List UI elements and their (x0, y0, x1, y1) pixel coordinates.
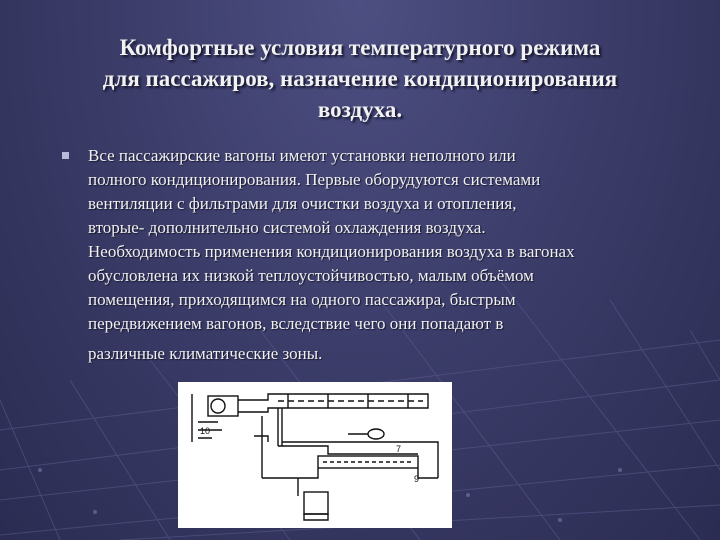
schematic-label: 9 (414, 474, 420, 484)
air-conditioning-schematic (178, 382, 452, 528)
paragraph-line: помещения, приходящимся на одного пассажира, быстрым (88, 290, 516, 309)
slide-title-line: для пассажиров, назначение кондиционирования (102, 66, 618, 91)
slide-title (20, 32, 700, 125)
paragraph-line: передвижением вагонов, вследствие чего они попадают в (88, 314, 504, 333)
bullet-paragraph (88, 144, 688, 366)
paragraph-line: Необходимость применения кондиционирования воздуха в вагонах (88, 242, 575, 261)
paragraph-line: обусловлена их низкой теплоустойчивостью, малым объёмом (88, 266, 534, 285)
paragraph-line: вентиляции с фильтрами для очистки воздуха и отопления, (88, 194, 517, 213)
bullet-square-icon (62, 152, 69, 159)
schematic-drawing (178, 382, 452, 528)
schematic-label: 7 (396, 444, 402, 454)
slide-title-line: Комфортные условия температурного режима (119, 35, 601, 60)
fan-unit (208, 396, 238, 416)
compressor-unit (304, 492, 328, 514)
paragraph-line: Все пассажирские вагоны имеют установки неполного или (88, 146, 516, 165)
schematic-label: 10 (200, 426, 211, 436)
paragraph-line: вторые- дополнительно системой охлаждения воздуха. (88, 218, 486, 237)
paragraph-line: различные климатические зоны. (88, 344, 323, 363)
receiver-icon (368, 429, 384, 439)
slide-title-line: воздуха. (317, 97, 403, 122)
paragraph-line: полного кондиционирования. Первые оборудуются системами (88, 170, 541, 189)
